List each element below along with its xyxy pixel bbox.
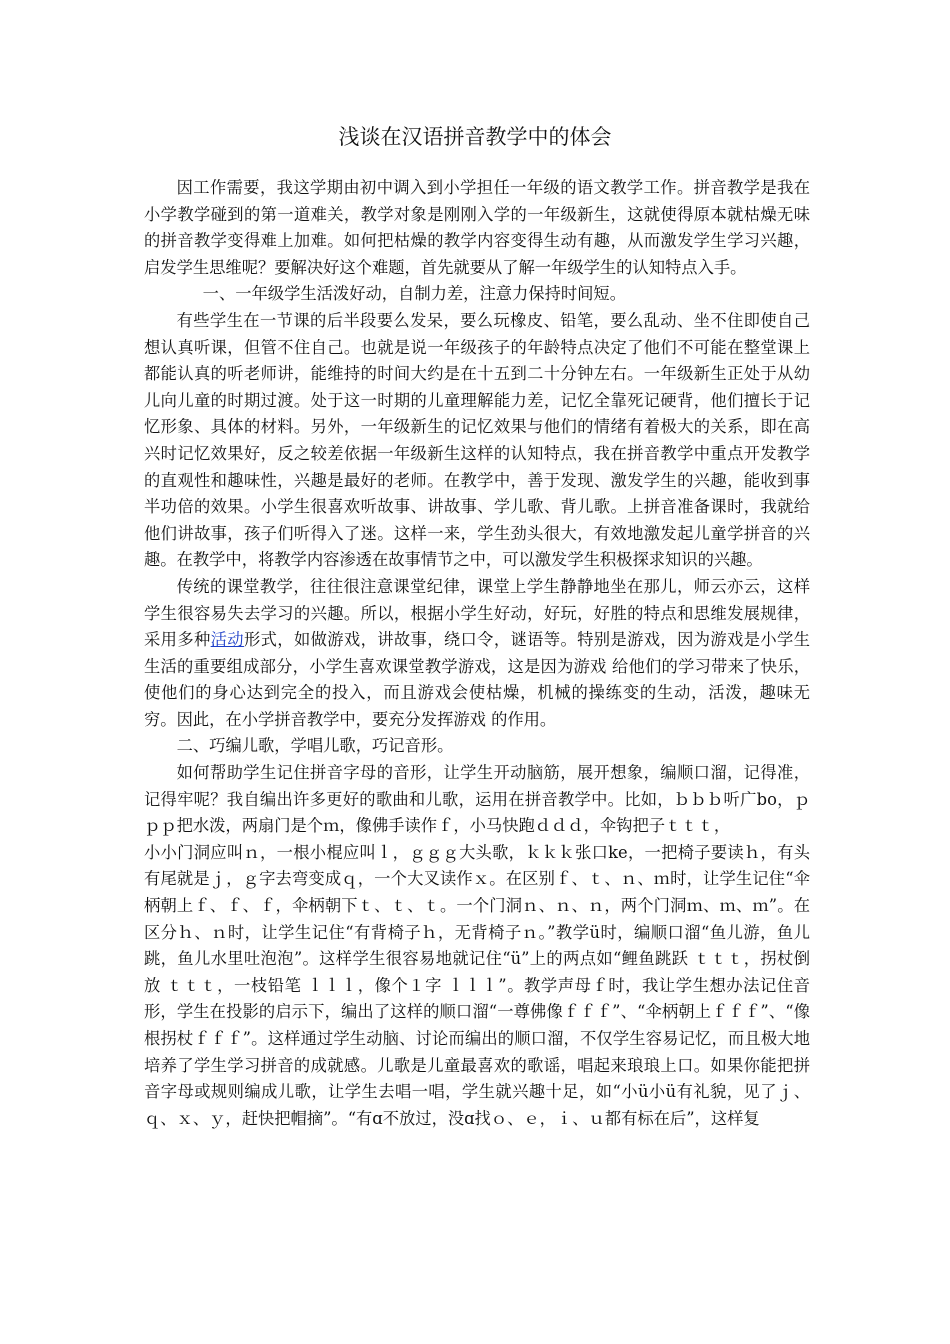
section-heading-1: 一、一年级学生活泼好动，自制力差，注意力保持时间短。	[202, 284, 626, 304]
paragraph-songs: 如何帮助学生记住拼音字母的音形，让学生开动脑筋，展开想象，编顺口溜，记得准，记得牢呢？我自编出许多更好的歌曲和儿歌，运用在拼音教学中。比如，ｂｂｂ听广bo，ｐｐｐ把水泼，两扇门是个ｍ，像佛手读作ｆ，小马快跑ｄｄｄ，伞钩把子ｔｔｔ，	[144, 763, 810, 836]
activity-link[interactable]: 活动	[210, 630, 244, 650]
paragraph-games-part1: 传统的课堂教学，往往很注意课堂纪律，课堂上学生静静地坐在那儿，师云亦云，这样学生很容易失去学习的兴趣。所以，根据小学生好动，好玩，好胜的特点和思维发展规律，采用多种	[144, 576, 810, 650]
document-body	[144, 175, 810, 1132]
section-heading-2: 二、巧编儿歌，学唱儿歌，巧记音形。	[176, 736, 454, 756]
paragraph-attention: 有些学生在一节课的后半段要么发呆，要么玩橡皮、铅笔，要么乱动、坐不住即使自己想认真听课，但管不住自己。也就是说一年级孩子的年龄特点决定了他们不可能在整堂课上都能认真的听老师讲，能维持的时间大约是在十五到二十分钟左右。一年级新生正处于从幼儿向儿童的时期过渡。处于这一时期的儿童理解能力差，记忆全靠死记硬背，他们擅长于记忆形象、具体的材料。另外，一年级新生的记忆效果与他们的情绪有着极大的关系，即在高兴时记忆效果好，反之较差依据一年级新生这样的认知特点，我在拼音教学中重点开发教学的直观性和趣味性，兴趣是最好的老师。在教学中，善于发现、激发学生的兴趣，能收到事半功倍的效果。小学生很喜欢听故事、讲故事、学儿歌、背儿歌。上拼音准备课时，我就给他们讲故事，孩子们听得入了迷。这样一来，学生劲头很大，有效地激发起儿童学拼音的兴趣。在教学中，将教学内容渗透在故事情节之中，可以激发学生积极探求知识的兴趣。	[144, 310, 810, 570]
paragraph-games	[144, 574, 810, 734]
paragraph-games-part2: 形式，如做游戏，讲故事，绕口令，谜语等。特别是游戏，因为游戏是小学生生活的重要组成部分，小学生喜欢课堂教学游戏，这是因为游戏 给他们的学习带来了快乐，使他们的身心达到完全的投入，而且游戏会使枯燥，机械的操练变的生动，活泼，趣味无穷。因此，在小学拼音教学中，要充分发挥游戏 的作用。	[144, 630, 810, 729]
document-title: 浅谈在汉语拼音教学中的体会	[338, 125, 612, 149]
paragraph-intro: 因工作需要，我这学期由初中调入到小学担任一年级的语文教学工作。拼音教学是我在小学教学碰到的第一道难关，教学对象是刚刚入学的一年级新生，这就使得原本就枯燥无味的拼音教学变得难上加难。如何把枯燥的教学内容变得生动有趣，从而激发学生学习兴趣，启发学生思维呢？要解决好这个难题，首先就要从了解一年级学生的认知特点入手。	[144, 178, 810, 277]
paragraph-mnemonics: 小小门洞应叫ｎ，一根小棍应叫ｌ，ｇｇｇ大头歌，ｋｋｋ张口ke，一把椅子要读ｈ，有头有尾就是ｊ，ｇ字去弯变成ｑ，一个大叉读作ｘ。在区别ｆ、ｔ、ｎ、ｍ时，让学生记住“伞柄朝上ｆ、ｆ、ｆ，伞柄朝下ｔ、ｔ、ｔ。一个门洞ｎ、ｎ、ｎ，两个门洞ｍ、ｍ、ｍ”。在区分ｈ、ｎ时，让学生记住“有背椅子ｈ，无背椅子ｎ。”教学ü时，编顺口溜“鱼儿游，鱼儿跳，鱼儿水里吐泡泡”。这样学生很容易地就记住“ü”上的两点如“鲤鱼跳跃 ｔｔｔ，拐杖倒放 ｔｔｔ，一枝铅笔 ｌｌｌ，像个１字 ｌｌｌ”。教学声母ｆ时，我让学生想办法记住音形，学生在投影的启示下，编出了这样的顺口溜“一尊佛像ｆｆｆ”、“伞柄朝上ｆｆｆ”、“像根拐杖ｆｆｆ”。这样通过学生动脑、讨论而编出的顺口溜，不仅学生容易记忆，而且极大地培养了学生学习拼音的成就感。儿歌是儿童最喜欢的歌谣，唱起来琅琅上口。如果你能把拼音字母或规则编成儿歌，让学生去唱一唱，学生就兴趣十足，如“小ü小ü有礼貌，见了ｊ、ｑ、ｘ、ｙ，赶快把帽摘”。“有ɑ不放过，没ɑ找ｏ、ｅ，ｉ、ｕ都有标在后”，这样复	[144, 842, 810, 1128]
